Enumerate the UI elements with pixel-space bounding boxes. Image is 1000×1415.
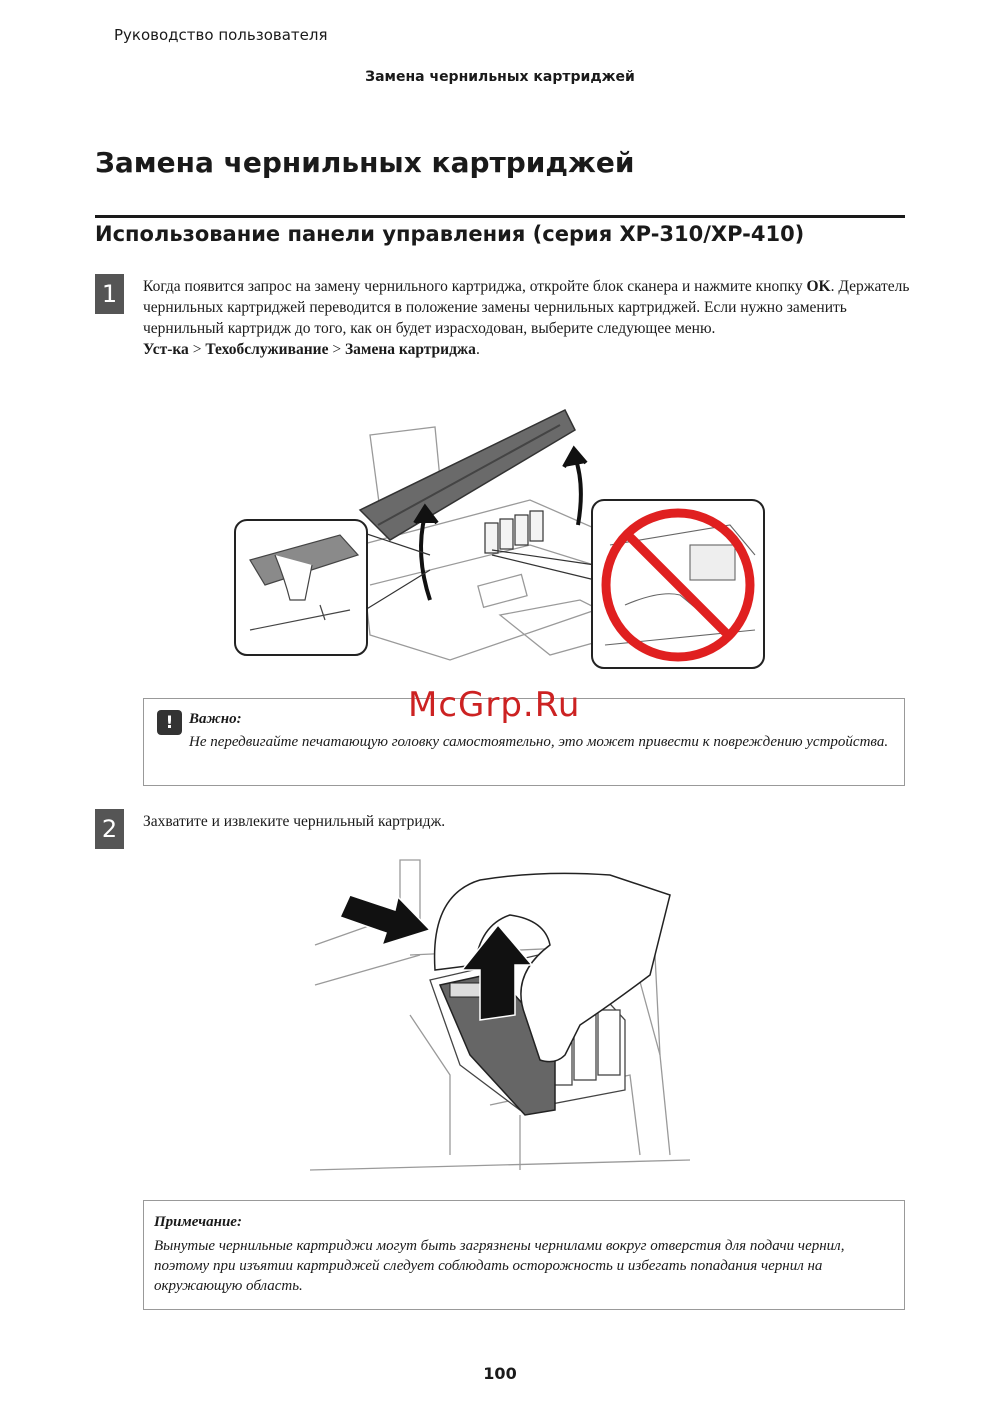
step-2-text: Захватите и извлеките чернильный картридж. (143, 813, 446, 830)
title-rule (95, 215, 905, 218)
step-1-text (143, 276, 913, 360)
section-title: Использование панели управления (серия XP-310/XP-410) (95, 222, 805, 246)
menu-sep-1: > (188, 341, 206, 358)
cartridge-removal-illustration (310, 855, 690, 1175)
note-heading: Примечание: (154, 1214, 242, 1230)
step-number-1: 1 (95, 274, 124, 314)
menu-path-1: Уст-ка (143, 341, 189, 358)
watermark: McGrp.Ru (408, 685, 581, 725)
step-1-text-a: Когда появится запрос на замену чернильного картриджа, откройте блок сканера и нажмите кнопку (143, 278, 807, 295)
printer-open-illustration (230, 405, 770, 675)
running-title: Руководство пользователя (114, 26, 328, 44)
menu-path-3: Замена картриджа (344, 341, 476, 358)
menu-sep-2: > (328, 341, 345, 358)
page-number: 100 (483, 1364, 517, 1383)
section-header: Замена чернильных картриджей (365, 69, 635, 85)
chapter-title: Замена чернильных картриджей (95, 146, 635, 179)
warning-icon: ! (157, 710, 182, 735)
menu-path-2: Техобслуживание (205, 341, 329, 358)
important-text: Не передвигайте печатающую головку самостоятельно, это может привести к повреждению устройства. (189, 734, 889, 750)
step-number-2: 2 (95, 809, 124, 849)
arrow-push-icon (340, 895, 430, 945)
ok-button-label: OK (806, 278, 831, 295)
step-1-text-b: . Держатель чернильных картриджей переводится в положение замены чернильных картриджей. Если нужно заменить чернильный картридж до того, как он будет израсходован, выберите следующее меню. (143, 278, 910, 337)
important-heading: Важно: (189, 711, 242, 727)
menu-end: . (475, 341, 480, 358)
note-text: Вынутые чернильные картриджи могут быть загрязнены чернилами вокруг отверстия для подачи чернил, поэтому при изъятии картриджей следует соблюдать осторожность и избегать попадания чернил на окружающую область. (154, 1238, 845, 1294)
